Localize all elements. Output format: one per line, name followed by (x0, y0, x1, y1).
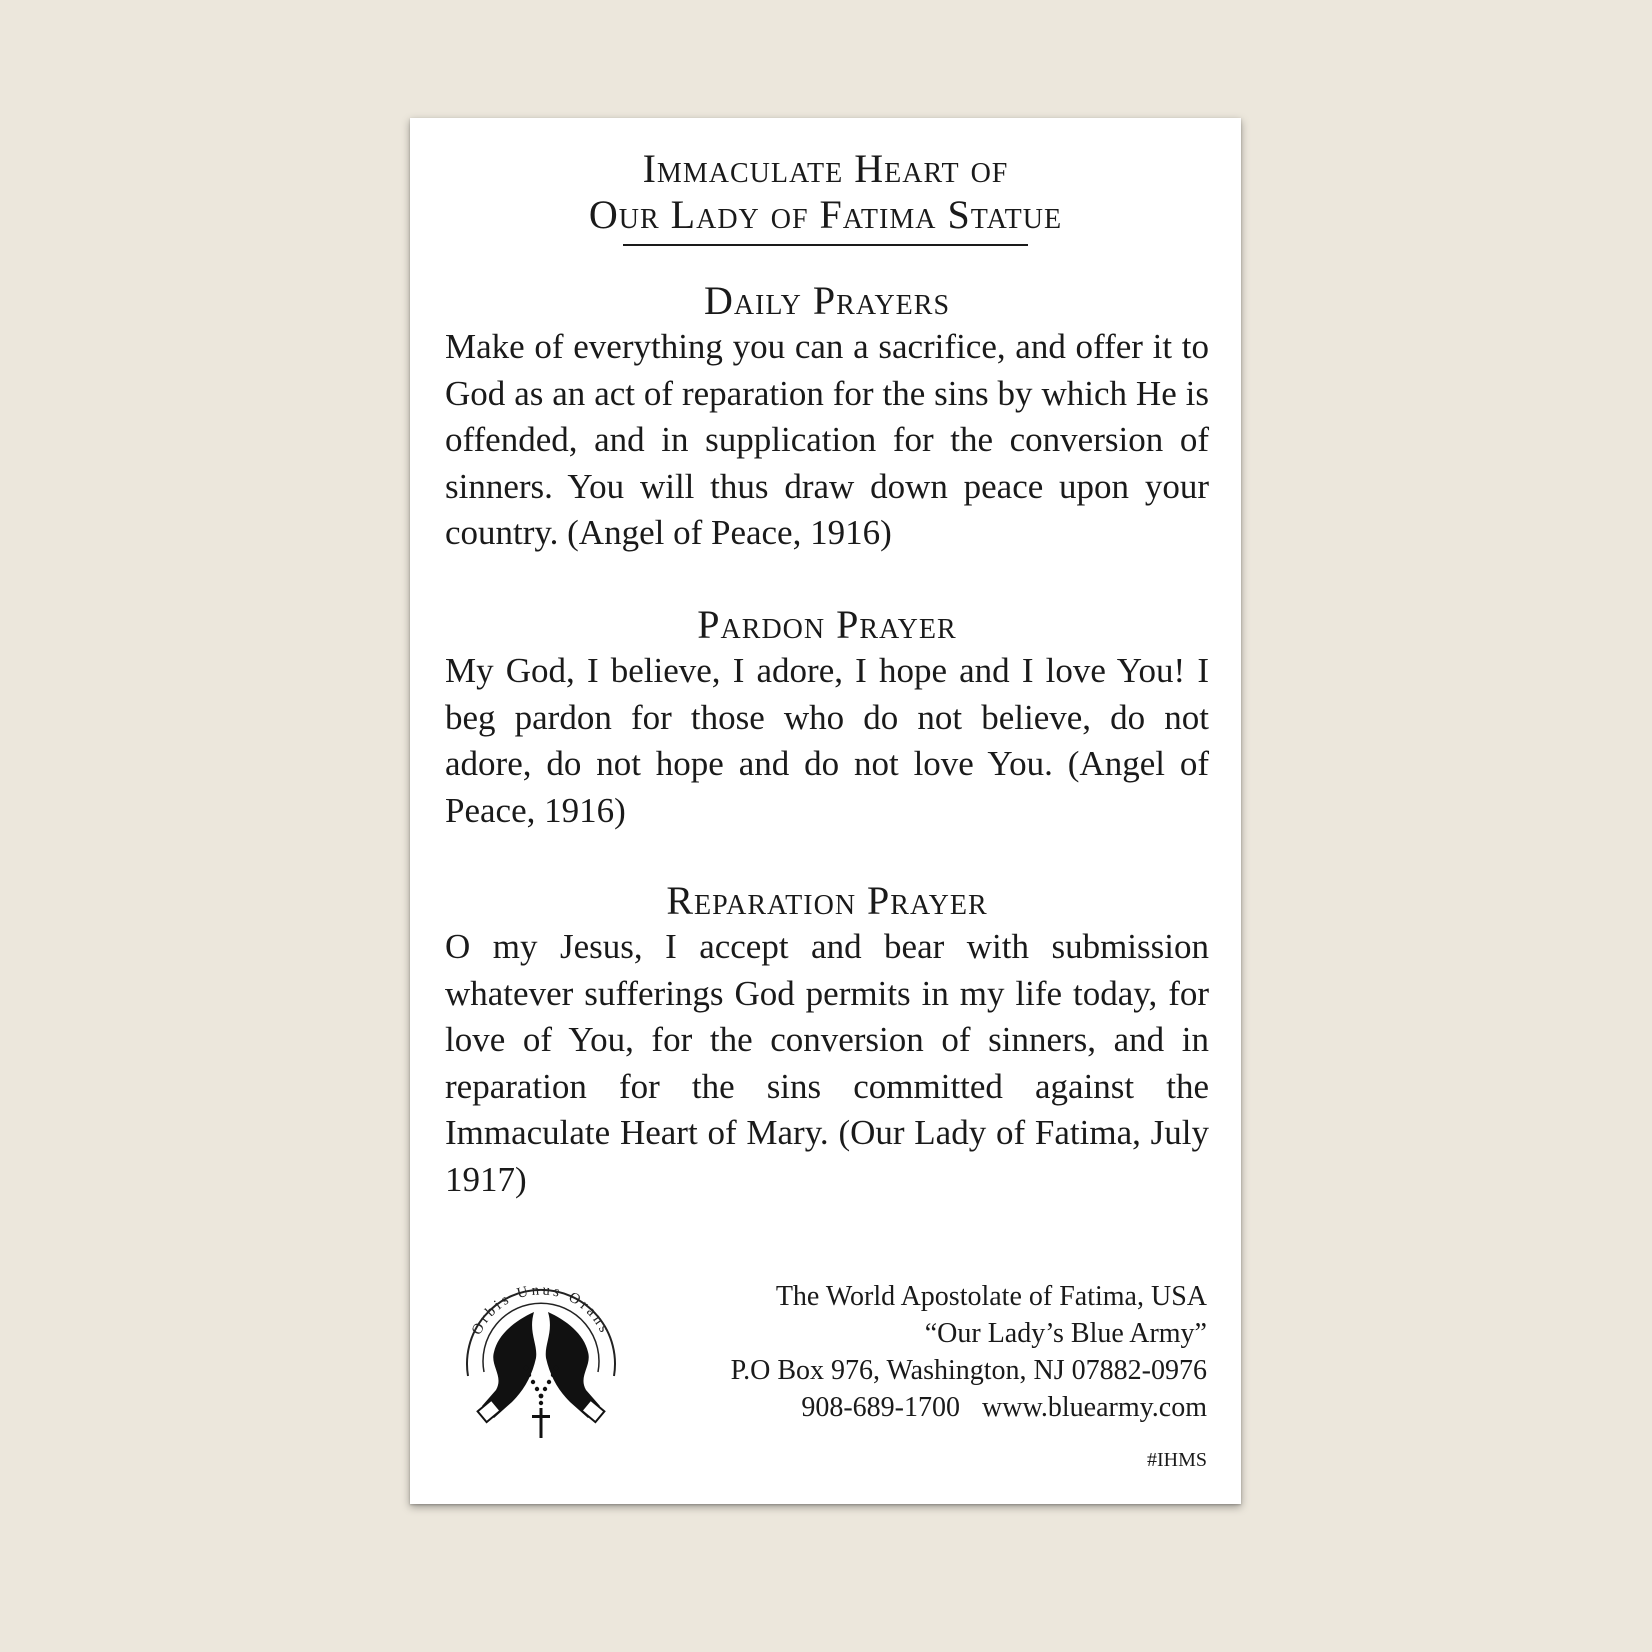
publisher-info (731, 1278, 1207, 1426)
prayer-card (410, 118, 1241, 1504)
section-body: Make of everything you can a sacrifice, and offer it to God as an act of reparation for the sins by which He is offended, and in supplication for the conversion of sinners. You will thus draw down peace upon your country. (Angel of Peace, 1916) (445, 327, 1209, 552)
section-pardon-prayer (445, 602, 1209, 834)
card-title (410, 146, 1241, 246)
website-link[interactable]: www.bluearmy.com (982, 1392, 1207, 1423)
section-body: My God, I believe, I adore, I hope and I love You! I beg pardon for those who do not believe, do not adore, do not hope and do not love You. (Angel of Peace, 1916) (445, 651, 1209, 830)
organization-name: The World Apostolate of Fatima, USA (775, 1281, 1207, 1312)
section-heading: Daily Prayers (703, 278, 951, 323)
section-reparation-prayer (445, 878, 1209, 1203)
product-code: #IHMS (1146, 1449, 1207, 1471)
section-daily-prayers (445, 278, 1209, 557)
title-underline (623, 244, 1028, 246)
section-heading: Pardon Prayer (697, 602, 957, 647)
section-body: O my Jesus, I accept and bear with submission whatever sufferings God permits in my life today, for love of You, for the conversion of sinners, and in reparation for the sins committed against the Immaculate Heart of Mary. (Our Lady of Fatima, July 1917) (445, 927, 1209, 1199)
contact-line (731, 1389, 1207, 1426)
logo-motto: Orbis Unus Orans (468, 1282, 614, 1338)
section-heading: Reparation Prayer (666, 878, 988, 923)
title-line-2: Our Lady of Fatima Statue (588, 192, 1063, 237)
organization-nickname: “Our Lady’s Blue Army” (924, 1318, 1207, 1349)
title-line-1: Immaculate Heart of (642, 146, 1009, 191)
praying-hands-rosary-icon (478, 1312, 605, 1438)
blue-army-logo (454, 1272, 628, 1446)
phone-number: 908-689-1700 (801, 1392, 961, 1423)
mailing-address: P.O Box 976, Washington, NJ 07882-0976 (730, 1355, 1207, 1386)
